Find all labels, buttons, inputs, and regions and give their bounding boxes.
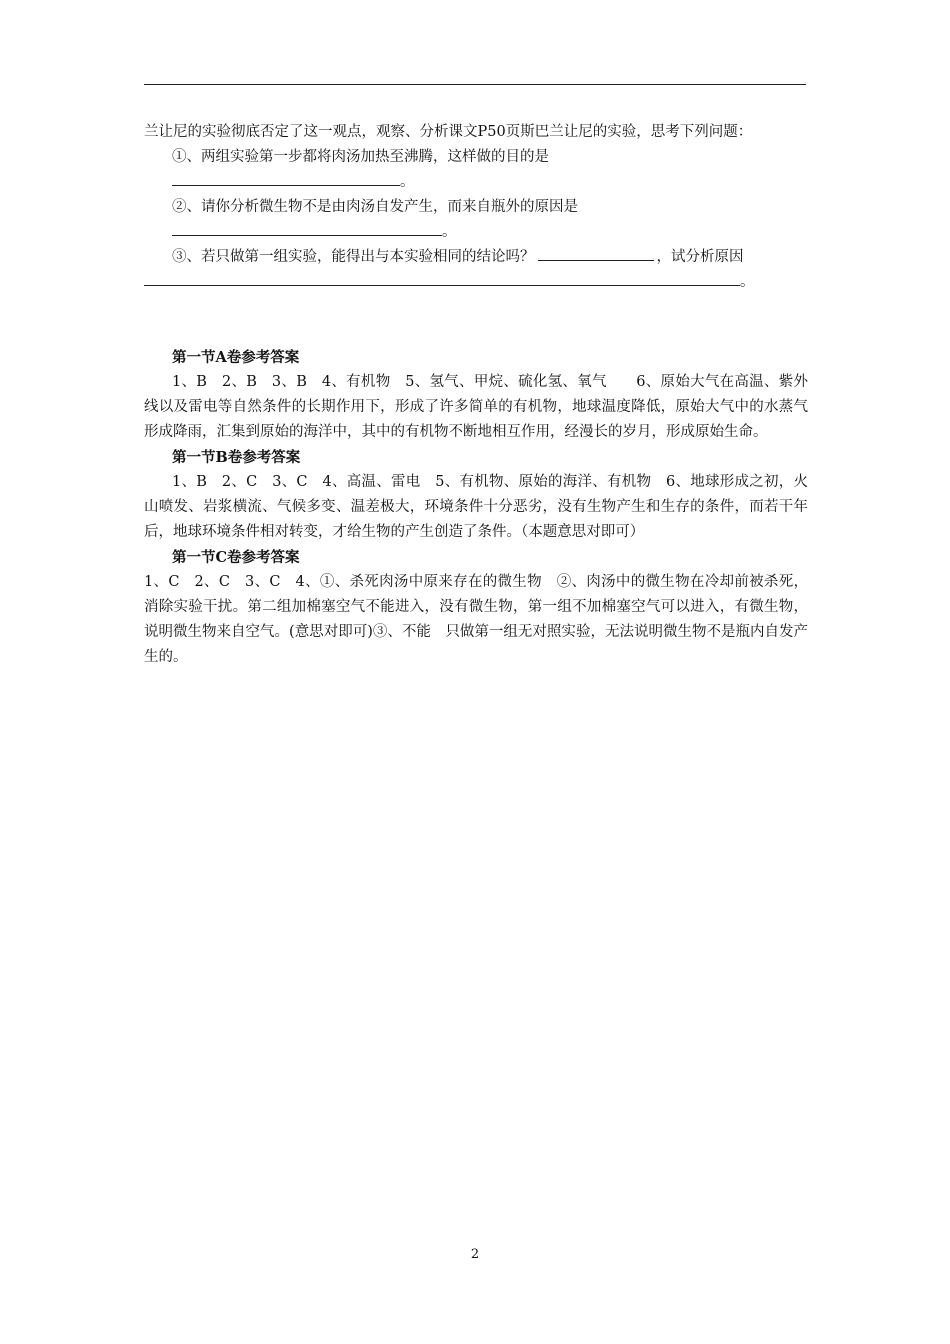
- exercise-intro: 兰让尼的实验彻底否定了这一观点，观察、分析课文P50页斯巴兰让尼的实验，思考下列问题：: [144, 124, 753, 140]
- question-1-end: 。: [400, 174, 415, 190]
- page-number: 2: [470, 1247, 480, 1262]
- answer-a-heading: 第一节A卷参考答案: [172, 349, 300, 366]
- section-spacer: [144, 295, 808, 345]
- question-3-mid: ，试分析原因: [656, 249, 744, 265]
- question-2-end: 。: [442, 224, 457, 240]
- question-3-text: ③、若只做第一组实验，能得出与本实验相同的结论吗？: [172, 249, 535, 265]
- answer-blank-1[interactable]: [172, 170, 400, 186]
- question-2: ②、请你分析微生物不是由肉汤自发产生，而来自瓶外的原因是: [172, 199, 578, 215]
- header-rule: [144, 84, 806, 85]
- question-1: ①、两组实验第一步都将肉汤加热至沸腾，这样做的目的是: [172, 149, 549, 165]
- answer-blank-3b[interactable]: [144, 270, 740, 286]
- question-3-end: 。: [740, 274, 755, 290]
- answer-a-body: 1、B 2、B 3、B 4、有机物 5、氢气、甲烷、硫化氢、氧气 6、原始大气在高温、紫外线以及雷电等自然条件的长期作用下，形成了许多简单的有机物，地球温度降低，原始大气中的水蒸气形成降雨，汇集到原始的海洋中，其中的有机物不断地相互作用，经漫长的岁月，形成原始生命。: [144, 374, 808, 440]
- answer-blank-2[interactable]: [172, 220, 442, 236]
- answer-blank-3a[interactable]: [538, 245, 654, 261]
- question-3: [144, 245, 808, 270]
- answer-c-body: 1、C 2、C 3、C 4、①、杀死肉汤中原来存在的微生物 ②、肉汤中的微生物在冷却前被杀死，消除实验干扰。第二组加棉塞空气不能进入，没有微生物，第一组不加棉塞空气可以进入，有微生物，说明微生物来自空气。(意思对即可)③、不能 只做第一组无对照实验，无法说明微生物不是瓶内自发产生的。: [144, 574, 808, 665]
- answer-b-body: 1、B 2、C 3、C 4、高温、雷电 5、有机物、原始的海洋、有机物 6、地球形成之初，火山喷发、岩浆横流、气候多变、温差极大，环境条件十分恶劣，没有生物产生和生存的条件，而若干年后，地球环境条件相对转变，才给生物的产生创造了条件。（本题意思对即可）: [144, 474, 808, 540]
- question-2-answer-line: [144, 220, 808, 245]
- answer-b-heading: 第一节B卷参考答案: [172, 449, 301, 466]
- answer-c-heading: 第一节C卷参考答案: [172, 549, 300, 566]
- page-content: [144, 120, 808, 670]
- question-3-answer-line: [144, 270, 808, 295]
- question-1-answer-line: [144, 170, 808, 195]
